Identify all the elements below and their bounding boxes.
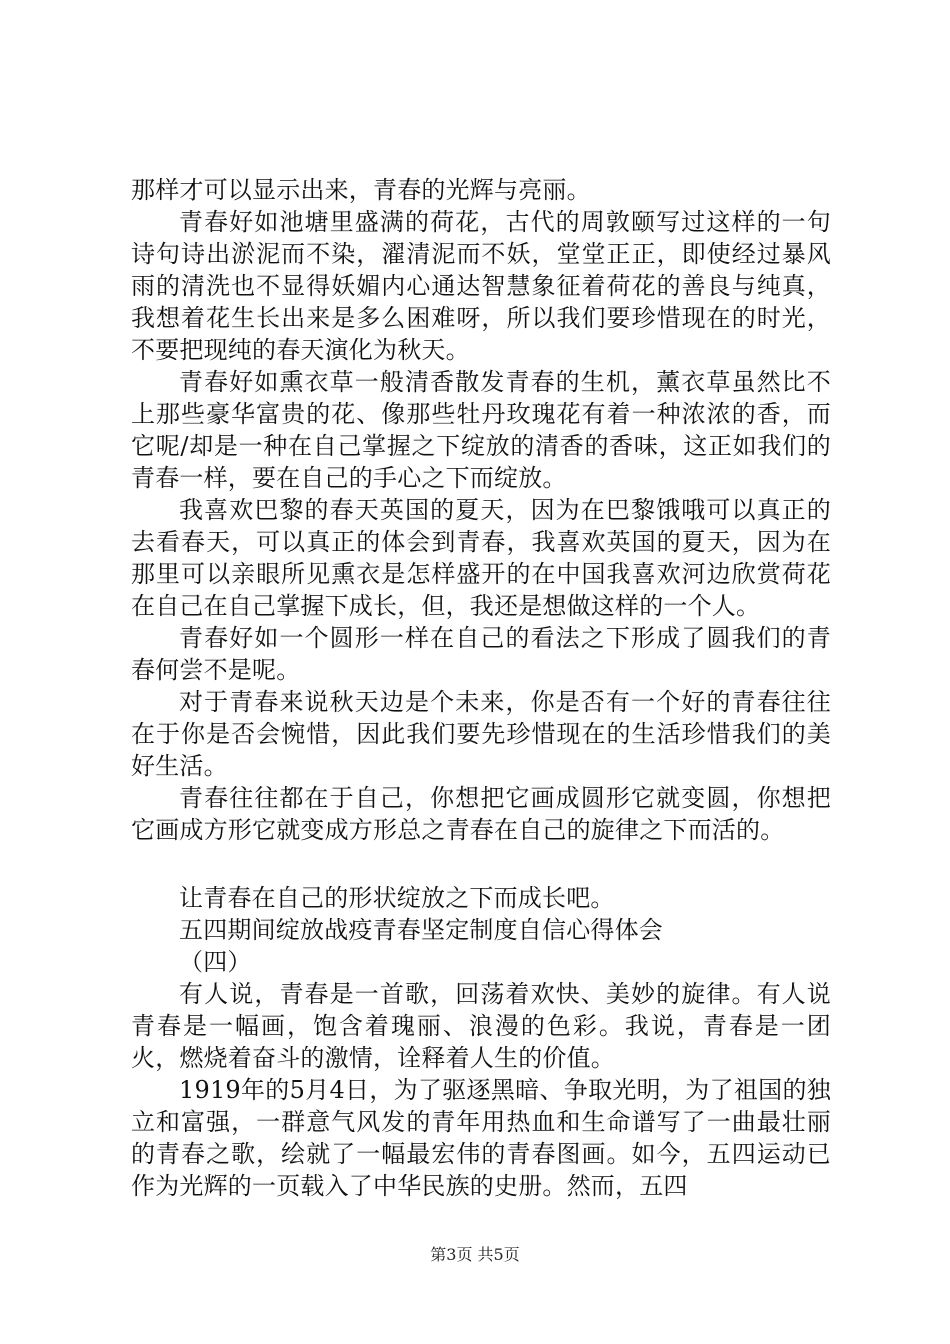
paragraph-group-b	[131, 882, 831, 1202]
document-body	[131, 174, 831, 1202]
paragraph-spacer	[131, 846, 831, 882]
paragraph: 青春好如熏衣草一般清香散发青春的生机，薰衣草虽然比不上那些豪华富贵的花、像那些牡丹玫瑰花有着一种浓浓的香，而它呢/却是一种在自己掌握之下绽放的清香的香味，这正如我们的青春一样，要在自己的手心之下而绽放。	[131, 368, 831, 492]
paragraph: 对于青春来说秋天边是个未来，你是否有一个好的青春往往在于你是否会惋惜，因此我们要先珍惜现在的生活珍惜我们的美好生活。	[131, 688, 831, 780]
paragraph: 青春往往都在于自己，你想把它画成圆形它就变圆，你想把它画成方形它就变成方形总之青春在自己的旋律之下而活的。	[131, 784, 831, 844]
paragraph-group-a	[131, 174, 831, 846]
paragraph: 五四期间绽放战疫青春坚定制度自信心得体会	[179, 916, 663, 944]
paragraph: 我喜欢巴黎的春天英国的夏天，因为在巴黎饿哦可以真正的去看春天，可以真正的体会到青春，我喜欢英国的夏天，因为在那里可以亲眼所见熏衣是怎样盛开的在中国我喜欢河边欣赏荷花在自己在自己掌握下成长，但，我还是想做这样的一个人。	[131, 496, 831, 620]
paragraph: 有人说，青春是一首歌，回荡着欢快、美妙的旋律。有人说青春是一幅画，饱含着瑰丽、浪漫的色彩。我说，青春是一团火，燃烧着奋斗的激情，诠释着人生的价值。	[131, 980, 831, 1072]
page-footer: 第3页 共5页	[430, 1245, 520, 1264]
paragraph: 让青春在自己的形状绽放之下而成长吧。	[179, 884, 615, 912]
paragraph: （四）	[179, 948, 252, 976]
paragraph: 那样才可以显示出来，青春的光辉与亮丽。	[131, 176, 591, 204]
paragraph: 1919年的5月4日，为了驱逐黑暗、争取光明，为了祖国的独立和富强，一群意气风发的青年用热血和生命谱写了一曲最壮丽的青春之歌，绘就了一幅最宏伟的青春图画。如今，五四运动已作为光辉的一页载入了中华民族的史册。然而，五四	[131, 1076, 831, 1200]
paragraph: 青春好如一个圆形一样在自己的看法之下形成了圆我们的青春何尝不是呢。	[131, 624, 831, 684]
paragraph: 青春好如池塘里盛满的荷花，古代的周敦颐写过这样的一句诗句诗出淤泥而不染，濯清泥而不妖，堂堂正正，即使经过暴风雨的清洗也不显得妖媚内心通达智慧象征着荷花的善良与纯真，我想着花生长出来是多么困难呀，所以我们要珍惜现在的时光，不要把现纯的春天演化为秋天。	[131, 208, 831, 364]
